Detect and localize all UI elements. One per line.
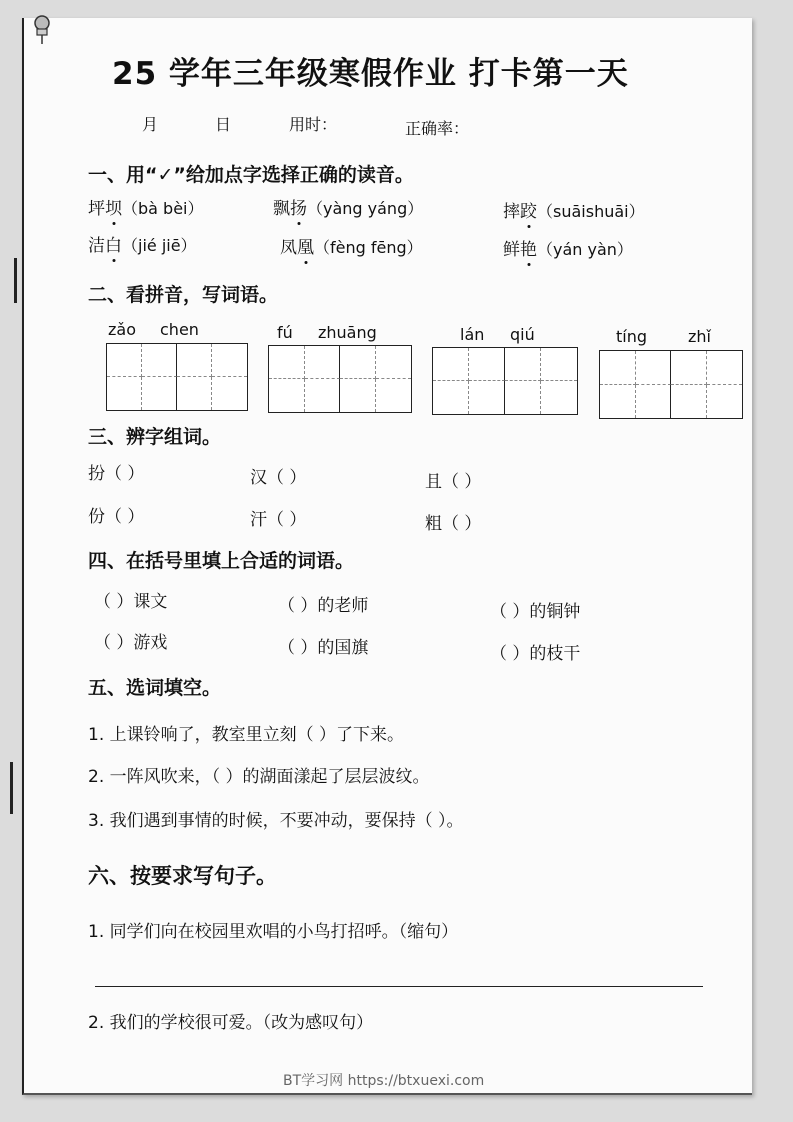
- month-label: 月: [142, 115, 159, 134]
- page-title: 25 学年三年级寒假作业 打卡第一天: [112, 56, 629, 92]
- pinyin-choice-item[interactable]: 坪坝（bà bèi）: [88, 199, 204, 219]
- day-label: 日: [215, 115, 232, 134]
- word-group-item[interactable]: 且（ ）: [425, 472, 482, 492]
- accuracy-label: 正确率：: [405, 119, 470, 138]
- writing-grid[interactable]: [106, 343, 248, 411]
- answer-line[interactable]: [95, 986, 703, 987]
- section-5-heading: 五、选词填空。: [88, 677, 222, 699]
- section-1-heading: 一、用“✓”给加点字选择正确的读音。: [88, 164, 414, 186]
- word-group-item[interactable]: 份（ ）: [88, 507, 145, 527]
- pinyin-label: fú: [277, 323, 293, 342]
- fill-word-item[interactable]: （ ）的国旗: [278, 638, 369, 658]
- pinyin-label: lán: [460, 325, 485, 344]
- section-4-heading: 四、在括号里填上合适的词语。: [88, 550, 355, 572]
- writing-grid[interactable]: [268, 345, 412, 413]
- pinyin-choice-item[interactable]: 洁白（jié jiē）: [88, 236, 197, 256]
- pinyin-label: tíng: [616, 327, 648, 346]
- watermark-footer: BT学习网 https://btxuexi.com: [283, 1073, 485, 1089]
- fill-word-item[interactable]: （ ）的枝干: [490, 644, 581, 664]
- writing-grid[interactable]: [432, 347, 578, 415]
- fill-word-item[interactable]: （ ）课文: [94, 592, 168, 612]
- binding-mark: [10, 762, 13, 814]
- section-2-heading: 二、看拼音，写词语。: [88, 284, 279, 306]
- pinyin-choice-item[interactable]: 鲜艳（yán yàn）: [503, 240, 633, 260]
- rewrite-question: 2. 我们的学校很可爱。（改为感叹句）: [88, 1013, 374, 1033]
- fill-blank-sentence[interactable]: 3. 我们遇到事情的时候，不要冲动，要保持（ ）。: [88, 811, 464, 831]
- section-3-heading: 三、辨字组词。: [88, 426, 222, 448]
- fill-blank-sentence[interactable]: 1. 上课铃响了，教室里立刻（ ）了下来。: [88, 725, 405, 745]
- pinyin-label: qiú: [510, 325, 535, 344]
- fill-word-item[interactable]: （ ）的老师: [278, 596, 369, 616]
- fill-blank-sentence[interactable]: 2. 一阵风吹来，（ ）的湖面漾起了层层波纹。: [88, 767, 430, 787]
- pinyin-label: zǎo: [108, 320, 136, 339]
- word-group-item[interactable]: 扮（ ）: [88, 464, 145, 484]
- pinyin-choice-item[interactable]: 飘扬（yàng yáng）: [273, 199, 424, 219]
- section-6-heading: 六、按要求写句子。: [88, 864, 277, 888]
- pinyin-choice-item[interactable]: 凤凰（fèng fēng）: [280, 238, 423, 258]
- pinyin-label: chen: [160, 320, 199, 339]
- word-group-item[interactable]: 汉（ ）: [250, 468, 307, 488]
- fill-word-item[interactable]: （ ）的铜钟: [490, 602, 581, 622]
- writing-grid[interactable]: [599, 350, 743, 419]
- rewrite-question: 1. 同学们向在校园里欢唱的小鸟打招呼。（缩句）: [88, 922, 459, 942]
- time-label: 用时：: [289, 115, 338, 134]
- pushpin-icon: [33, 15, 51, 45]
- word-group-item[interactable]: 汗（ ）: [250, 510, 307, 530]
- binding-mark: [14, 258, 17, 303]
- word-group-item[interactable]: 粗（ ）: [425, 514, 482, 534]
- pinyin-label: zhǐ: [688, 327, 711, 346]
- fill-word-item[interactable]: （ ）游戏: [94, 633, 168, 653]
- pinyin-choice-item[interactable]: 摔跤（suāishuāi）: [503, 202, 645, 222]
- pinyin-label: zhuāng: [318, 323, 377, 342]
